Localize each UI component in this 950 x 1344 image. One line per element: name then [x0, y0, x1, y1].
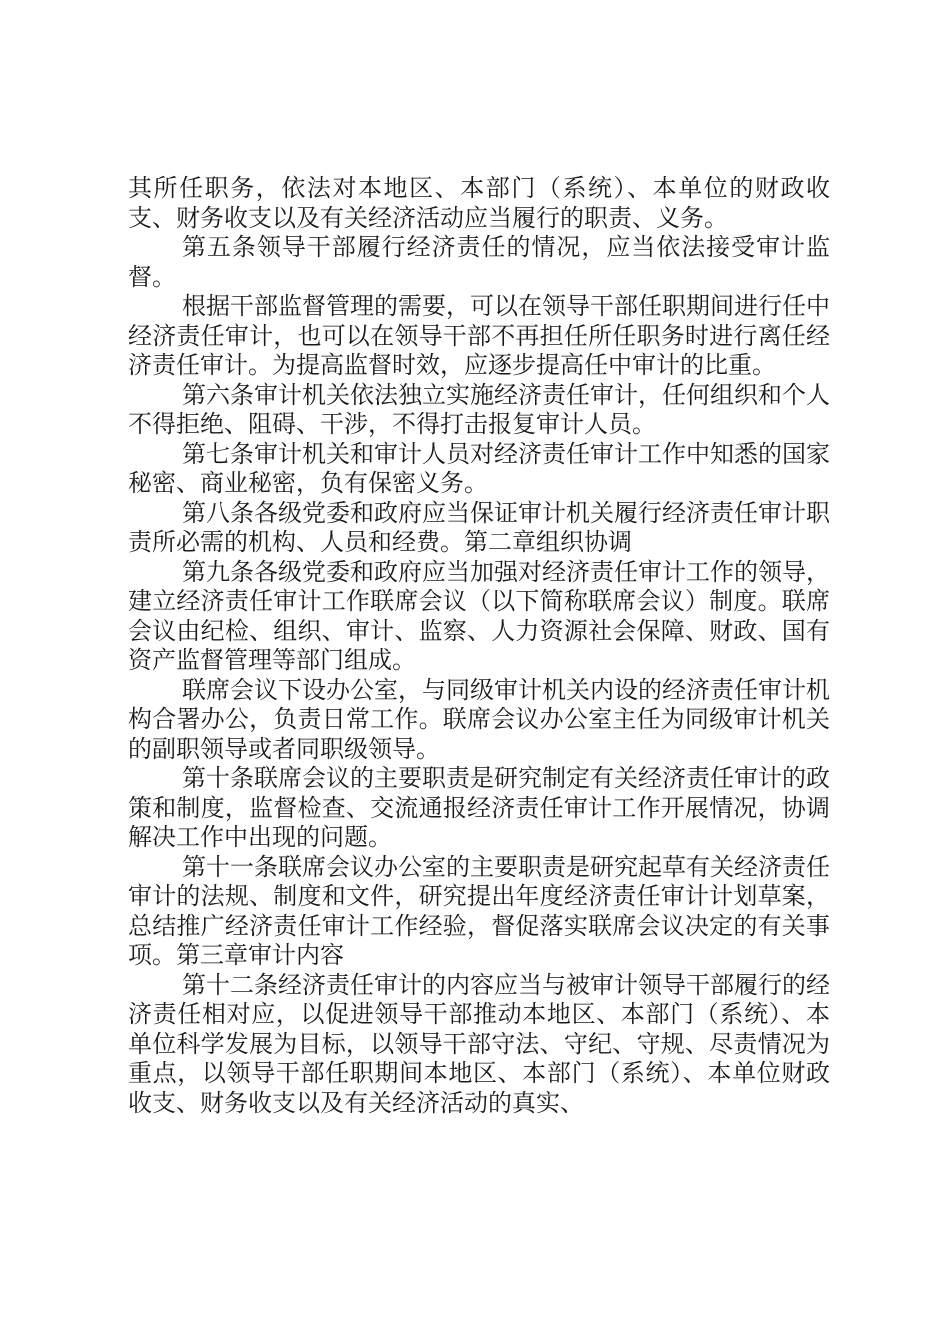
paragraph-article-7: 第七条审计机关和审计人员对经济责任审计工作中知悉的国家秘密、商业秘密，负有保密义务。: [128, 439, 830, 497]
paragraph-article-8: 第八条各级党委和政府应当保证审计机关履行经济责任审计职责所必需的机构、人员和经费。第二章组织协调: [128, 498, 830, 556]
paragraph-article-6: 第六条审计机关依法独立实施经济责任审计，任何组织和个人不得拒绝、阻碍、干涉，不得打击报复审计人员。: [128, 380, 830, 438]
paragraph: 联席会议下设办公室，与同级审计机关内设的经济责任审计机构合署办公，负责日常工作。联席会议办公室主任为同级审计机关的副职领导或者同职级领导。: [128, 675, 830, 763]
paragraph-article-10: 第十条联席会议的主要职责是研究制定有关经济责任审计的政策和制度，监督检查、交流通报经济责任审计工作开展情况，协调解决工作中出现的问题。: [128, 764, 830, 851]
paragraph-article-12: 第十二条经济责任审计的内容应当与被审计领导干部履行的经济责任相对应，以促进领导干部推动本地区、本部门（系统）、本单位科学发展为目标，以领导干部守法、守纪、守规、尽责情况为重点，以领导干部任职期间本地区、本部门（系统）、本单位财政收支、财务收支以及有关经济活动的真实、: [128, 970, 830, 1117]
document-body: [128, 174, 830, 1118]
paragraph: 根据干部监督管理的需要，可以在领导干部任职期间进行任中经济责任审计，也可以在领导干部不再担任所任职务时进行离任经济责任审计。为提高监督时效，应逐步提高任中审计的比重。: [128, 292, 830, 379]
paragraph-article-5: 第五条领导干部履行经济责任的情况，应当依法接受审计监督。: [128, 233, 830, 291]
paragraph-article-9: 第九条各级党委和政府应当加强对经济责任审计工作的领导，建立经济责任审计工作联席会议（以下简称联席会议）制度。联席会议由纪检、组织、审计、监察、人力资源社会保障、财政、国有资产监督管理等部门组成。: [128, 557, 830, 674]
paragraph: 其所任职务，依法对本地区、本部门（系统）、本单位的财政收支、财务收支以及有关经济活动应当履行的职责、义务。: [128, 174, 830, 232]
paragraph-article-11: 第十一条联席会议办公室的主要职责是研究起草有关经济责任审计的法规、制度和文件，研究提出年度经济责任审计计划草案，总结推广经济责任审计工作经验，督促落实联席会议决定的有关事项。第三章审计内容: [128, 852, 830, 969]
